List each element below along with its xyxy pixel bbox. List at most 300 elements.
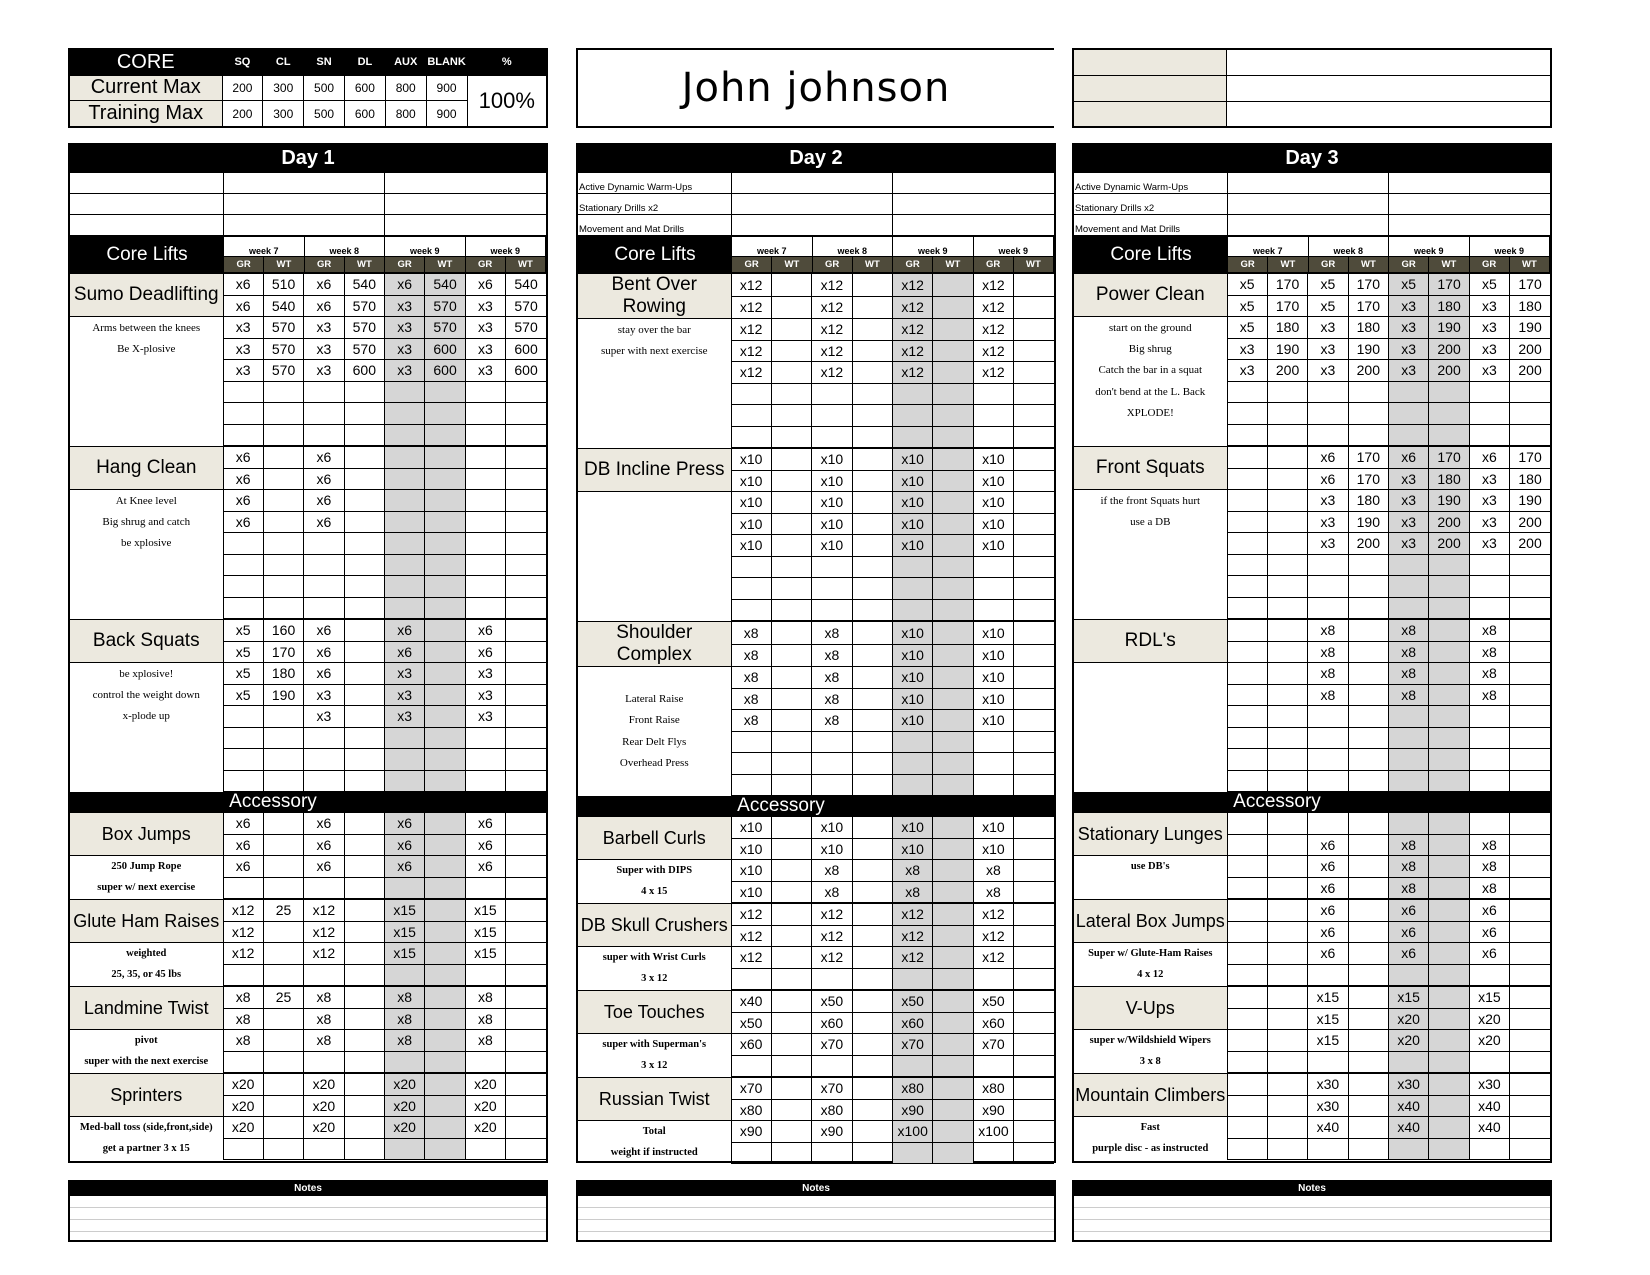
set-cell[interactable]	[506, 987, 546, 1009]
set-cell[interactable]	[1014, 1142, 1054, 1164]
warmup-cell[interactable]	[223, 215, 385, 236]
set-cell[interactable]: x40	[1308, 1117, 1348, 1139]
set-cell[interactable]	[223, 770, 263, 792]
set-cell[interactable]	[1510, 641, 1550, 663]
set-cell[interactable]	[1014, 1055, 1054, 1077]
set-cell[interactable]	[1429, 620, 1469, 642]
set-cell[interactable]	[385, 576, 425, 598]
set-cell[interactable]	[1308, 381, 1348, 403]
set-cell[interactable]: x6	[465, 856, 505, 878]
set-cell[interactable]	[812, 405, 852, 427]
set-cell[interactable]: x3	[465, 295, 505, 317]
set-cell[interactable]: x6	[1389, 921, 1429, 943]
set-cell[interactable]	[973, 383, 1013, 405]
set-cell[interactable]	[1469, 424, 1509, 446]
set-cell[interactable]	[1267, 943, 1307, 965]
set-cell[interactable]	[344, 900, 384, 922]
set-cell[interactable]: x70	[731, 1078, 771, 1100]
set-cell[interactable]	[852, 1055, 892, 1077]
set-cell[interactable]: x6	[304, 663, 344, 685]
max-cell[interactable]: 500	[304, 101, 345, 127]
set-cell[interactable]: x12	[812, 362, 852, 384]
set-cell[interactable]: x3	[1389, 511, 1429, 533]
set-cell[interactable]: x8	[1469, 834, 1509, 856]
set-cell[interactable]: x3	[1469, 295, 1509, 317]
warmup-cell[interactable]	[385, 173, 547, 194]
set-cell[interactable]: x90	[812, 1121, 852, 1143]
set-cell[interactable]: x10	[731, 535, 771, 557]
set-cell[interactable]	[1510, 877, 1550, 899]
set-cell[interactable]: x20	[1469, 1030, 1509, 1052]
set-cell[interactable]	[1227, 554, 1267, 576]
set-cell[interactable]	[506, 1030, 546, 1052]
set-cell[interactable]: x90	[893, 1099, 933, 1121]
set-cell[interactable]	[812, 1142, 852, 1164]
set-cell[interactable]	[1348, 381, 1388, 403]
set-cell[interactable]	[771, 1055, 811, 1077]
set-cell[interactable]: x10	[812, 513, 852, 535]
set-cell[interactable]: x70	[893, 1034, 933, 1056]
set-cell[interactable]	[263, 727, 303, 749]
set-cell[interactable]	[425, 921, 465, 943]
set-cell[interactable]: x10	[973, 513, 1013, 535]
set-cell[interactable]: x3	[1389, 490, 1429, 512]
set-cell[interactable]	[933, 644, 973, 667]
set-cell[interactable]	[1227, 813, 1267, 835]
set-cell[interactable]	[344, 964, 384, 986]
set-cell[interactable]	[1014, 881, 1054, 903]
set-cell[interactable]	[1469, 1138, 1509, 1160]
set-cell[interactable]: x50	[973, 991, 1013, 1013]
max-cell[interactable]: 300	[263, 101, 304, 127]
set-cell[interactable]: 540	[344, 274, 384, 296]
set-cell[interactable]: x12	[812, 947, 852, 969]
set-cell[interactable]: x3	[385, 706, 425, 728]
set-cell[interactable]	[1227, 877, 1267, 899]
set-cell[interactable]	[933, 774, 973, 796]
set-cell[interactable]	[263, 1117, 303, 1139]
set-cell[interactable]	[1429, 987, 1469, 1009]
set-cell[interactable]: x12	[893, 319, 933, 341]
set-cell[interactable]: x10	[973, 817, 1013, 839]
set-cell[interactable]	[1227, 921, 1267, 943]
set-cell[interactable]	[1014, 838, 1054, 860]
set-cell[interactable]	[1389, 381, 1429, 403]
set-cell[interactable]: x6	[304, 641, 344, 663]
set-cell[interactable]: x12	[223, 900, 263, 922]
set-cell[interactable]	[425, 620, 465, 642]
set-cell[interactable]: x40	[731, 991, 771, 1013]
set-cell[interactable]	[385, 403, 425, 425]
set-cell[interactable]: x20	[304, 1095, 344, 1117]
set-cell[interactable]: 540	[425, 274, 465, 296]
set-cell[interactable]: x12	[973, 904, 1013, 926]
set-cell[interactable]: x8	[1469, 641, 1509, 663]
set-cell[interactable]: x8	[1469, 877, 1509, 899]
set-cell[interactable]	[973, 1142, 1013, 1164]
set-cell[interactable]	[1348, 921, 1388, 943]
set-cell[interactable]	[1348, 684, 1388, 706]
set-cell[interactable]	[1267, 770, 1307, 792]
set-cell[interactable]	[1227, 533, 1267, 555]
set-cell[interactable]	[852, 1012, 892, 1034]
set-cell[interactable]: 570	[263, 338, 303, 360]
set-cell[interactable]	[852, 838, 892, 860]
set-cell[interactable]: 570	[425, 317, 465, 339]
set-cell[interactable]: x3	[385, 360, 425, 382]
set-cell[interactable]	[263, 921, 303, 943]
set-cell[interactable]	[1429, 877, 1469, 899]
set-cell[interactable]	[973, 426, 1013, 448]
warmup-cell[interactable]	[893, 194, 1055, 215]
set-cell[interactable]: x3	[1389, 468, 1429, 490]
set-cell[interactable]	[731, 556, 771, 578]
set-cell[interactable]	[1014, 513, 1054, 535]
set-cell[interactable]	[1389, 424, 1429, 446]
set-cell[interactable]	[1014, 492, 1054, 514]
set-cell[interactable]: x8	[1308, 641, 1348, 663]
set-cell[interactable]	[1429, 964, 1469, 986]
set-cell[interactable]	[1014, 710, 1054, 732]
set-cell[interactable]	[893, 426, 933, 448]
set-cell[interactable]	[852, 925, 892, 947]
notes-line[interactable]	[578, 1208, 1054, 1220]
set-cell[interactable]: x8	[1308, 663, 1348, 685]
set-cell[interactable]	[465, 447, 505, 469]
set-cell[interactable]: 570	[425, 295, 465, 317]
set-cell[interactable]	[506, 770, 546, 792]
set-cell[interactable]	[1227, 987, 1267, 1009]
set-cell[interactable]	[506, 877, 546, 899]
set-cell[interactable]	[506, 1008, 546, 1030]
set-cell[interactable]	[852, 513, 892, 535]
set-cell[interactable]	[933, 1012, 973, 1034]
set-cell[interactable]: x3	[1469, 317, 1509, 339]
set-cell[interactable]	[263, 706, 303, 728]
set-cell[interactable]	[771, 774, 811, 796]
set-cell[interactable]	[385, 1051, 425, 1073]
info-cell[interactable]	[1073, 101, 1226, 127]
set-cell[interactable]	[425, 576, 465, 598]
set-cell[interactable]: x15	[385, 900, 425, 922]
set-cell[interactable]	[771, 904, 811, 926]
set-cell[interactable]	[771, 426, 811, 448]
set-cell[interactable]	[852, 667, 892, 689]
set-cell[interactable]: x12	[731, 274, 771, 297]
set-cell[interactable]	[1227, 447, 1267, 469]
set-cell[interactable]: x8	[973, 881, 1013, 903]
set-cell[interactable]	[344, 1074, 384, 1096]
set-cell[interactable]	[304, 727, 344, 749]
set-cell[interactable]: x12	[973, 274, 1013, 297]
set-cell[interactable]	[344, 987, 384, 1009]
set-cell[interactable]: 170	[1348, 274, 1388, 296]
set-cell[interactable]: x10	[812, 492, 852, 514]
set-cell[interactable]	[1348, 1074, 1388, 1096]
set-cell[interactable]	[933, 556, 973, 578]
set-cell[interactable]: x8	[465, 1008, 505, 1030]
set-cell[interactable]	[1510, 1008, 1550, 1030]
set-cell[interactable]	[344, 576, 384, 598]
set-cell[interactable]: x40	[1469, 1095, 1509, 1117]
set-cell[interactable]: 570	[263, 360, 303, 382]
set-cell[interactable]: x20	[304, 1117, 344, 1139]
set-cell[interactable]	[1267, 900, 1307, 922]
set-cell[interactable]	[425, 706, 465, 728]
set-cell[interactable]: x40	[1389, 1095, 1429, 1117]
set-cell[interactable]: x70	[812, 1034, 852, 1056]
set-cell[interactable]	[771, 860, 811, 882]
set-cell[interactable]	[1510, 403, 1550, 425]
set-cell[interactable]	[1267, 1095, 1307, 1117]
set-cell[interactable]	[1308, 597, 1348, 619]
set-cell[interactable]: x8	[1389, 684, 1429, 706]
set-cell[interactable]	[385, 511, 425, 533]
set-cell[interactable]	[506, 490, 546, 512]
set-cell[interactable]: 25	[263, 987, 303, 1009]
set-cell[interactable]	[1429, 921, 1469, 943]
set-cell[interactable]	[771, 1034, 811, 1056]
set-cell[interactable]: x6	[304, 468, 344, 490]
set-cell[interactable]: x3	[465, 338, 505, 360]
set-cell[interactable]: x10	[731, 470, 771, 492]
set-cell[interactable]	[263, 1008, 303, 1030]
set-cell[interactable]	[385, 424, 425, 446]
set-cell[interactable]: 190	[1348, 511, 1388, 533]
set-cell[interactable]	[223, 964, 263, 986]
set-cell[interactable]: x5	[1308, 274, 1348, 296]
set-cell[interactable]	[1267, 877, 1307, 899]
set-cell[interactable]: 570	[506, 295, 546, 317]
set-cell[interactable]	[852, 1121, 892, 1143]
set-cell[interactable]	[1429, 641, 1469, 663]
set-cell[interactable]: 570	[344, 295, 384, 317]
set-cell[interactable]: 190	[1510, 490, 1550, 512]
set-cell[interactable]: x3	[1308, 490, 1348, 512]
set-cell[interactable]	[1429, 813, 1469, 835]
set-cell[interactable]: x20	[304, 1074, 344, 1096]
set-cell[interactable]	[1267, 447, 1307, 469]
set-cell[interactable]	[1510, 554, 1550, 576]
set-cell[interactable]	[1014, 340, 1054, 362]
set-cell[interactable]: x10	[973, 622, 1013, 645]
set-cell[interactable]	[852, 274, 892, 297]
set-cell[interactable]: x8	[1469, 663, 1509, 685]
set-cell[interactable]	[1308, 1051, 1348, 1073]
set-cell[interactable]: x20	[223, 1074, 263, 1096]
set-cell[interactable]	[973, 731, 1013, 753]
set-cell[interactable]: x20	[465, 1117, 505, 1139]
set-cell[interactable]	[465, 424, 505, 446]
set-cell[interactable]	[852, 470, 892, 492]
set-cell[interactable]: x12	[731, 925, 771, 947]
set-cell[interactable]	[1510, 424, 1550, 446]
set-cell[interactable]	[812, 1055, 852, 1077]
set-cell[interactable]	[1348, 620, 1388, 642]
set-cell[interactable]	[506, 1074, 546, 1096]
set-cell[interactable]	[223, 533, 263, 555]
set-cell[interactable]: x6	[385, 641, 425, 663]
set-cell[interactable]	[771, 599, 811, 621]
percent-value[interactable]: 100%	[467, 75, 547, 127]
set-cell[interactable]	[933, 362, 973, 384]
set-cell[interactable]: x6	[1308, 856, 1348, 878]
set-cell[interactable]: x3	[223, 317, 263, 339]
set-cell[interactable]: 540	[506, 274, 546, 296]
set-cell[interactable]	[973, 774, 1013, 796]
set-cell[interactable]	[852, 860, 892, 882]
set-cell[interactable]	[425, 511, 465, 533]
set-cell[interactable]: x6	[385, 620, 425, 642]
set-cell[interactable]	[1389, 749, 1429, 771]
set-cell[interactable]: x3	[1308, 317, 1348, 339]
set-cell[interactable]	[771, 1142, 811, 1164]
set-cell[interactable]	[223, 424, 263, 446]
set-cell[interactable]	[344, 943, 384, 965]
set-cell[interactable]	[1267, 856, 1307, 878]
set-cell[interactable]: x5	[1227, 274, 1267, 296]
set-cell[interactable]	[1308, 554, 1348, 576]
set-cell[interactable]: x3	[1389, 317, 1429, 339]
set-cell[interactable]: x6	[223, 813, 263, 835]
set-cell[interactable]: x8	[812, 881, 852, 903]
set-cell[interactable]	[852, 753, 892, 775]
set-cell[interactable]: x8	[304, 987, 344, 1009]
set-cell[interactable]	[1227, 424, 1267, 446]
set-cell[interactable]: x6	[1469, 900, 1509, 922]
set-cell[interactable]	[1267, 663, 1307, 685]
set-cell[interactable]	[304, 533, 344, 555]
set-cell[interactable]: x10	[893, 838, 933, 860]
set-cell[interactable]: 170	[1510, 447, 1550, 469]
set-cell[interactable]	[1348, 1008, 1388, 1030]
set-cell[interactable]: x6	[304, 856, 344, 878]
set-cell[interactable]: x3	[1227, 360, 1267, 382]
set-cell[interactable]: x8	[1308, 684, 1348, 706]
set-cell[interactable]	[1014, 556, 1054, 578]
set-cell[interactable]: x12	[812, 904, 852, 926]
set-cell[interactable]	[1308, 1138, 1348, 1160]
set-cell[interactable]	[731, 968, 771, 990]
set-cell[interactable]: x3	[304, 317, 344, 339]
set-cell[interactable]	[1227, 834, 1267, 856]
set-cell[interactable]: x10	[973, 492, 1013, 514]
max-cell[interactable]: 300	[263, 75, 304, 101]
set-cell[interactable]	[771, 644, 811, 667]
set-cell[interactable]: 190	[1429, 490, 1469, 512]
set-cell[interactable]	[1429, 727, 1469, 749]
set-cell[interactable]: 200	[1510, 533, 1550, 555]
set-cell[interactable]	[1267, 1051, 1307, 1073]
set-cell[interactable]: x6	[1389, 943, 1429, 965]
set-cell[interactable]	[1014, 405, 1054, 427]
set-cell[interactable]	[852, 1034, 892, 1056]
set-cell[interactable]	[1227, 576, 1267, 598]
set-cell[interactable]	[1510, 620, 1550, 642]
set-cell[interactable]: x8	[1389, 663, 1429, 685]
set-cell[interactable]: 200	[1429, 511, 1469, 533]
set-cell[interactable]	[852, 731, 892, 753]
set-cell[interactable]	[1348, 1095, 1388, 1117]
set-cell[interactable]	[771, 1012, 811, 1034]
set-cell[interactable]	[385, 964, 425, 986]
set-cell[interactable]	[1469, 403, 1509, 425]
set-cell[interactable]: x3	[304, 338, 344, 360]
set-cell[interactable]: 170	[1348, 468, 1388, 490]
set-cell[interactable]	[1510, 576, 1550, 598]
set-cell[interactable]	[893, 753, 933, 775]
set-cell[interactable]	[1348, 403, 1388, 425]
set-cell[interactable]	[1014, 622, 1054, 645]
set-cell[interactable]	[425, 1117, 465, 1139]
set-cell[interactable]	[1227, 620, 1267, 642]
set-cell[interactable]: x8	[223, 1008, 263, 1030]
set-cell[interactable]	[1429, 597, 1469, 619]
set-cell[interactable]	[1227, 856, 1267, 878]
set-cell[interactable]: x15	[385, 921, 425, 943]
set-cell[interactable]	[223, 1051, 263, 1073]
set-cell[interactable]: x6	[465, 813, 505, 835]
set-cell[interactable]	[506, 900, 546, 922]
set-cell[interactable]	[771, 1099, 811, 1121]
set-cell[interactable]: x8	[731, 710, 771, 732]
set-cell[interactable]	[263, 964, 303, 986]
set-cell[interactable]	[465, 877, 505, 899]
set-cell[interactable]	[1469, 770, 1509, 792]
set-cell[interactable]	[1267, 1030, 1307, 1052]
set-cell[interactable]	[304, 554, 344, 576]
set-cell[interactable]	[771, 817, 811, 839]
set-cell[interactable]: x12	[893, 362, 933, 384]
set-cell[interactable]: x12	[304, 943, 344, 965]
set-cell[interactable]: 170	[1267, 295, 1307, 317]
set-cell[interactable]	[1469, 554, 1509, 576]
set-cell[interactable]: x8	[1389, 856, 1429, 878]
set-cell[interactable]	[425, 834, 465, 856]
set-cell[interactable]	[1389, 964, 1429, 986]
set-cell[interactable]	[933, 470, 973, 492]
set-cell[interactable]	[465, 554, 505, 576]
set-cell[interactable]	[731, 753, 771, 775]
set-cell[interactable]	[771, 556, 811, 578]
set-cell[interactable]: x3	[1469, 360, 1509, 382]
set-cell[interactable]	[1469, 706, 1509, 728]
set-cell[interactable]: x80	[973, 1078, 1013, 1100]
set-cell[interactable]	[1510, 921, 1550, 943]
set-cell[interactable]	[812, 753, 852, 775]
set-cell[interactable]	[304, 1051, 344, 1073]
set-cell[interactable]	[1510, 1051, 1550, 1073]
warmup-cell[interactable]	[1227, 215, 1389, 236]
set-cell[interactable]: 180	[1510, 468, 1550, 490]
set-cell[interactable]	[1227, 1074, 1267, 1096]
set-cell[interactable]: x12	[304, 900, 344, 922]
set-cell[interactable]	[1389, 597, 1429, 619]
set-cell[interactable]	[223, 554, 263, 576]
set-cell[interactable]	[771, 405, 811, 427]
set-cell[interactable]: x3	[385, 663, 425, 685]
set-cell[interactable]: x6	[304, 447, 344, 469]
set-cell[interactable]	[933, 340, 973, 362]
set-cell[interactable]: 200	[1348, 533, 1388, 555]
set-cell[interactable]	[1267, 533, 1307, 555]
set-cell[interactable]	[933, 513, 973, 535]
set-cell[interactable]	[1267, 1074, 1307, 1096]
set-cell[interactable]	[1429, 1138, 1469, 1160]
set-cell[interactable]: 570	[344, 338, 384, 360]
notes-line[interactable]	[578, 1196, 1054, 1208]
set-cell[interactable]	[771, 383, 811, 405]
